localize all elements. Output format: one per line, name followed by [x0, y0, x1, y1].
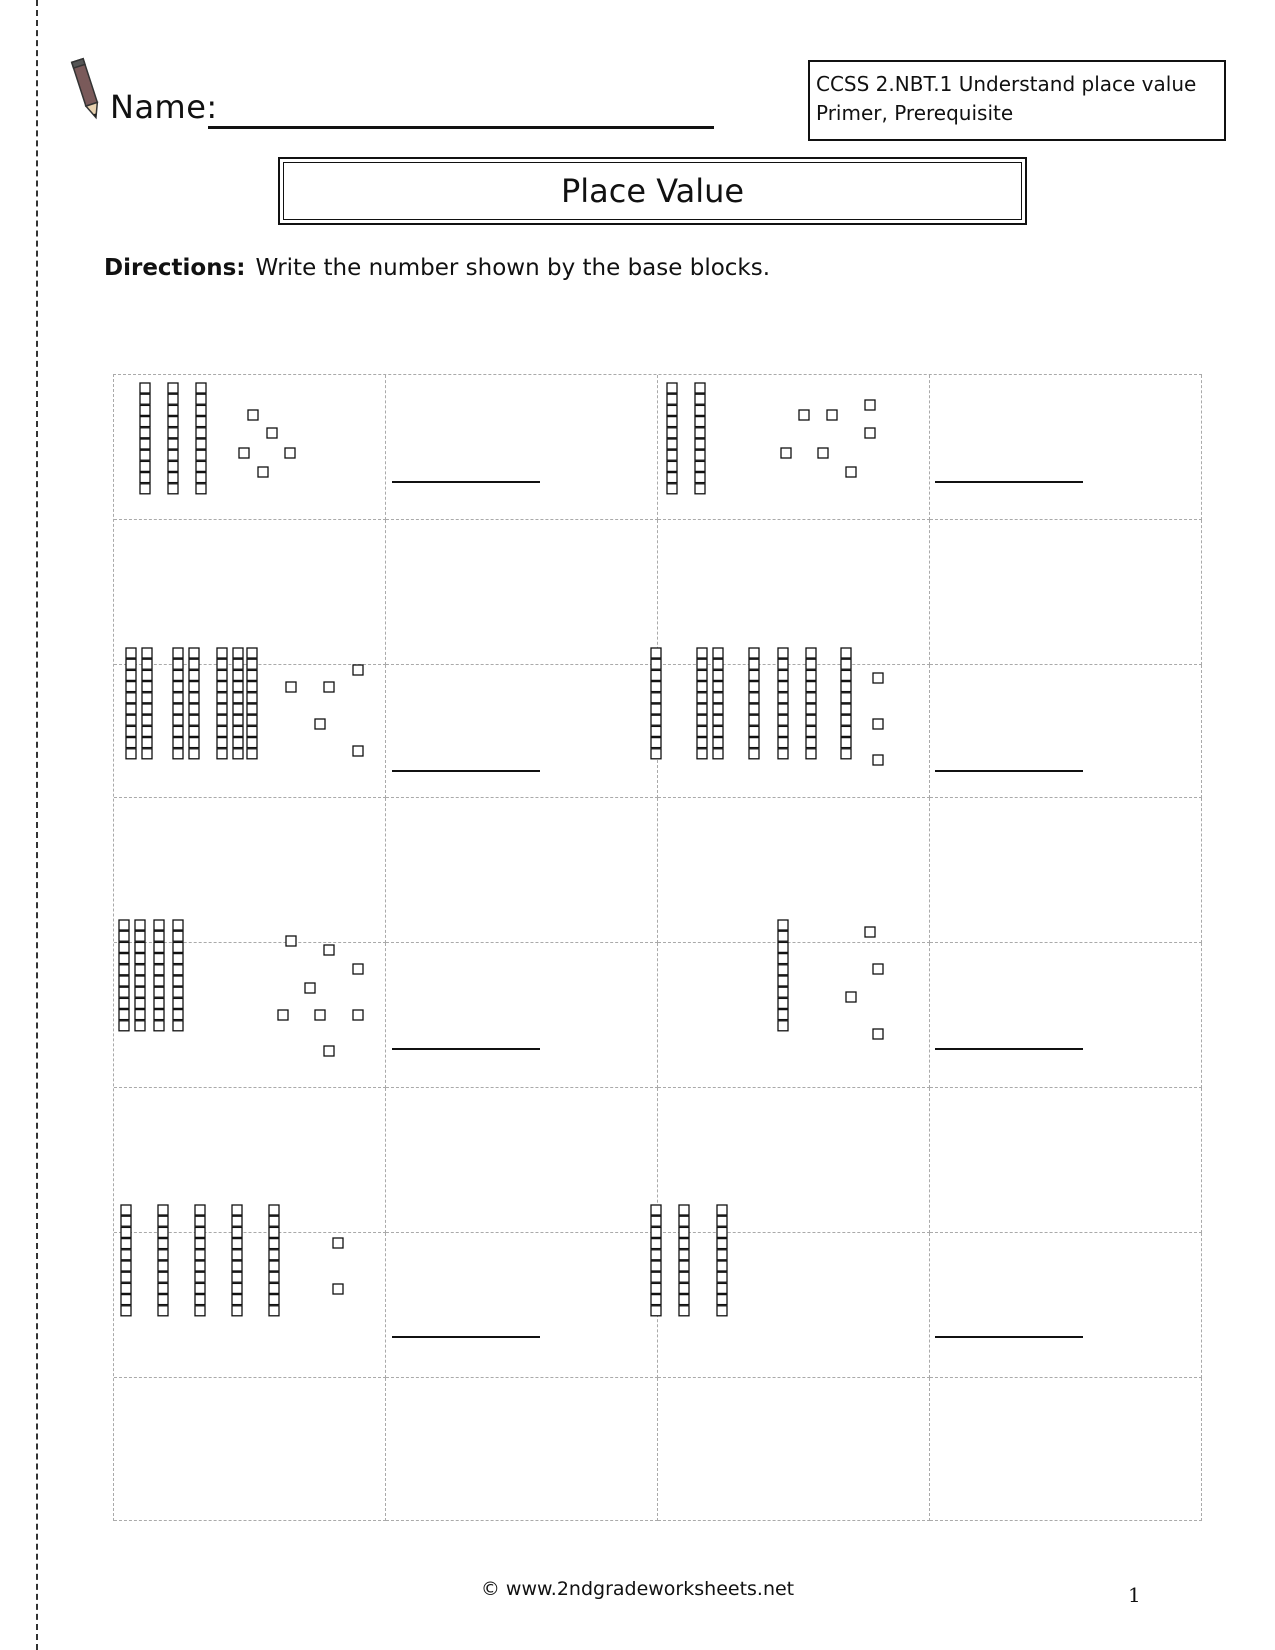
- directions-text: Write the number shown by the base blocks.: [255, 255, 771, 281]
- standard-level: Primer, Prerequisite: [816, 101, 1014, 125]
- answer-line-7[interactable]: [392, 1336, 540, 1338]
- page-number: 1: [1128, 1583, 1141, 1607]
- copyright-footer: © www.2ndgradeworksheets.net: [480, 1578, 795, 1600]
- answer-line-2[interactable]: [935, 481, 1083, 483]
- title-box: [278, 157, 1027, 225]
- answer-line-4[interactable]: [935, 770, 1083, 772]
- answer-line-8[interactable]: [935, 1336, 1083, 1338]
- page-title: Place Value: [283, 162, 1022, 220]
- directions-label: Directions:: [104, 255, 246, 281]
- pencil-icon: [70, 55, 104, 125]
- answer-line-5[interactable]: [392, 1048, 540, 1050]
- cut-margin-line: [36, 0, 38, 1650]
- answer-line-1[interactable]: [392, 481, 540, 483]
- problem-grid: [113, 374, 1202, 1521]
- name-label: Name:: [110, 88, 218, 126]
- answer-line-3[interactable]: [392, 770, 540, 772]
- standard-code: CCSS 2.NBT.1 Understand place value: [816, 72, 1197, 96]
- directions: [104, 255, 770, 281]
- name-write-line[interactable]: [208, 126, 714, 129]
- answer-line-6[interactable]: [935, 1048, 1083, 1050]
- standard-box: [808, 60, 1226, 141]
